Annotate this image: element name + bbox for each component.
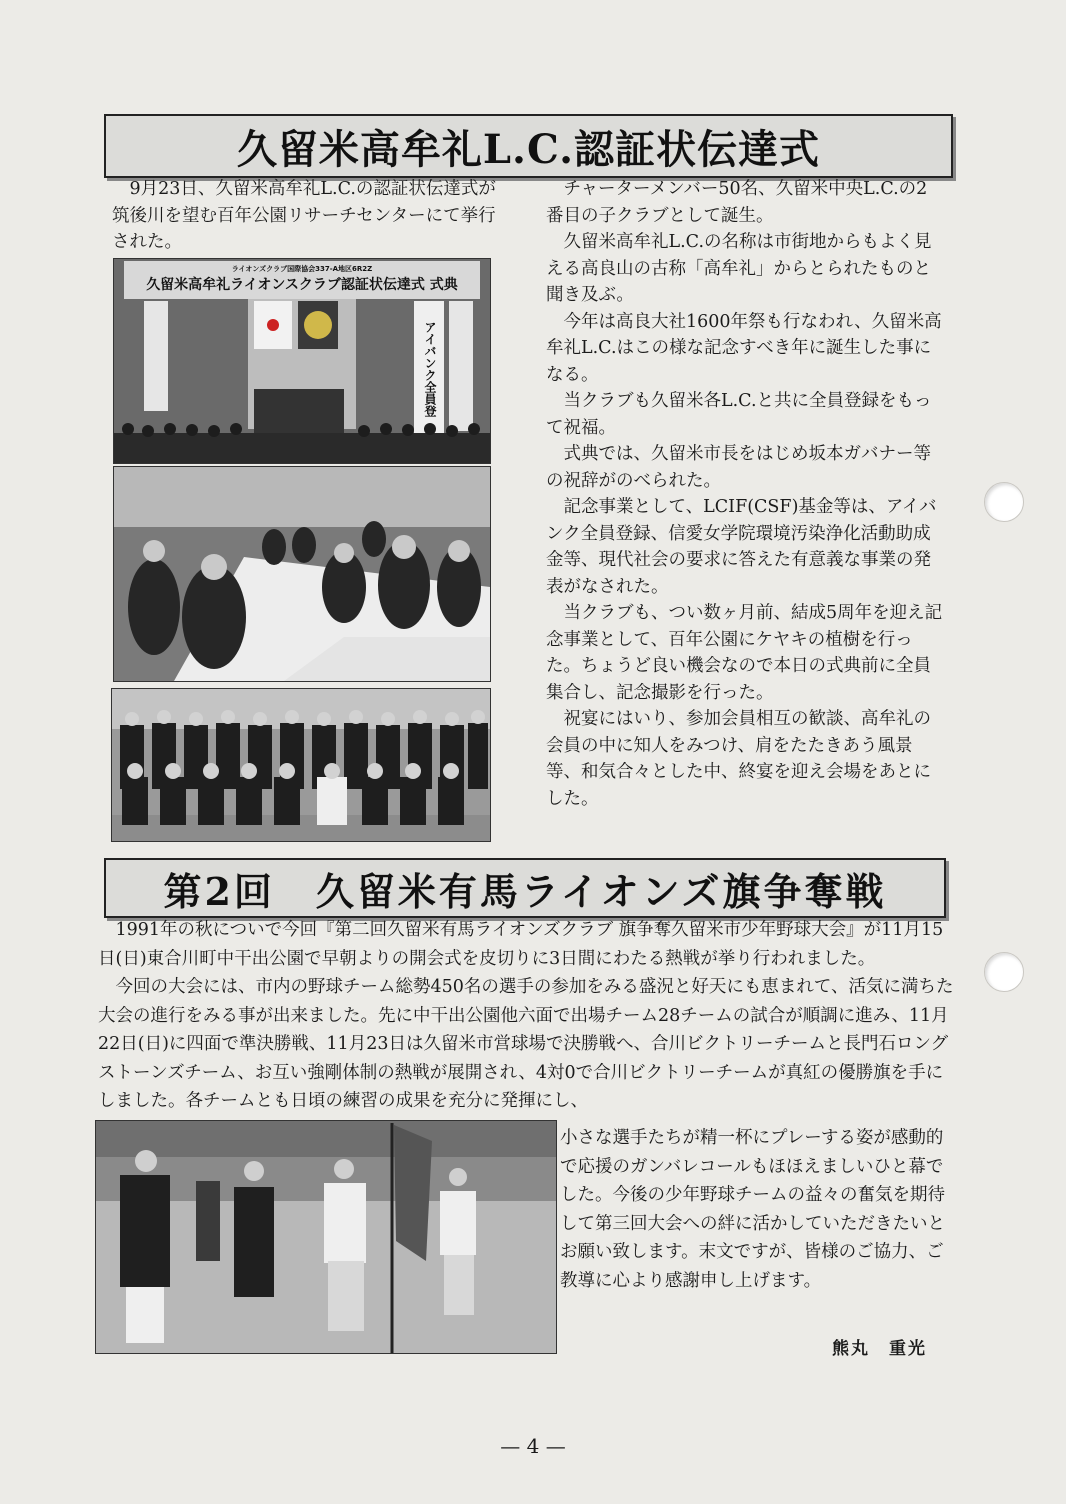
banner-small-text: ライオンズクラブ国際協会337-A地区6R2Z [231, 265, 373, 273]
binder-hole [984, 482, 1024, 522]
paragraph: 小さな選手たちが精一杯にプレーする姿が感動的で応援のガンバレコールもほほえましいひと幕でした。今後の少年野球チームの益々の奮気を期待して第三回大会への絆に活かしていただきたいとお願い致します。末文ですが、皆様のご協力、ご教導に心より感謝申し上げます。 [560, 1128, 945, 1291]
article2-continuation [560, 1124, 950, 1295]
paragraph: チャーターメンバー50名、久留米中央L.C.の2番目の子クラブとして誕生。 [546, 179, 928, 226]
paragraph: 今回の大会には、市内の野球チーム総勢450名の選手の参加をみる盛況と好天にも恵まれて、活気に満ちた大会の進行をみる事が出来ました。先に中干出公園他六面で出場チーム28チームの試合が順調に進み、11月22日(日)に四面で準決勝戦、11月23日は久留米市営球場で決勝戦へ、合川ビクトリーチームと長門石ロングストーンズチーム、お互い強剛体制の熱戦が展開され、4対0で合川ビクトリーチームが真紅の優勝旗を手にしました。各チームとも日頃の練習の成果を充分に発揮にし、 [98, 977, 954, 1111]
banner-main-text: 久留米高牟礼ライオンスクラブ認証状伝達式 式典 [146, 277, 458, 293]
article1-title: 久留米高牟礼L.C.認証状伝達式 [104, 114, 953, 178]
ceremony-stage-photo [113, 258, 491, 464]
author-name: 熊丸 重光 [832, 1339, 927, 1359]
article1-lead [112, 176, 502, 256]
article2-body [98, 916, 960, 1116]
paragraph: 当クラブも、つい数ヶ月前、結成5周年を迎え記念事業として、百年公園にケヤキの植樹を行った。ちょうど良い機会なので本日の式典前に全員集合し、記念撮影を行った。 [546, 603, 943, 703]
paragraph: 祝宴にはいり、参加会員相互の歓談、高牟礼の会員の中に知人をみつけ、肩をたたきあう風景等、和気合々とした中、終宴を迎え会場をあとにした。 [546, 709, 931, 809]
banquet-photo [113, 466, 491, 682]
paragraph: 久留米高牟礼L.C.の名称は市街地からもよく見える高良山の古称「高牟礼」からとられたものと聞き及ぶ。 [546, 232, 932, 305]
paragraph: 記念事業として、LCIF(CSF)基金等は、アイバンク全員登録、信愛女学院環境汚染浄化活動助成金等、現代社会の要求に答えた有意義な事業の発表がなされた。 [546, 497, 937, 597]
baseball-award-photo [95, 1120, 557, 1354]
article1-right-column [546, 176, 944, 812]
paragraph: 今年は高良大社1600年祭も行なわれ、久留米高牟礼L.C.はこの様な記念すべき年に誕生した事になる。 [546, 311, 942, 385]
page-number: — 4 — [500, 1434, 566, 1458]
paragraph: 当クラブも久留米各L.C.と共に全員登録をもって祝福。 [546, 391, 932, 438]
article2-title: 第2回 久留米有馬ライオンズ旗争奪戦 [104, 858, 946, 918]
paragraph: 1991年の秋についで今回『第二回久留米有馬ライオンズクラブ 旗争奪久留米市少年野球大会』が11月15日(日)東合川町中干出公園で早朝よりの開会式を皮切りに3日間にわたる熱戦が挙り行われました。 [98, 920, 944, 969]
eyebank-sign-text: アイバンク全員登 [423, 321, 437, 417]
group-photo [111, 688, 491, 842]
binder-hole [984, 952, 1024, 992]
paragraph: 式典では、久留米市長をはじめ坂本ガバナー等の祝辞がのべられた。 [546, 444, 931, 491]
lead-paragraph: 9月23日、久留米高牟礼L.C.の認証状伝達式が筑後川を望む百年公園リサーチセンターにて挙行された。 [112, 179, 496, 252]
